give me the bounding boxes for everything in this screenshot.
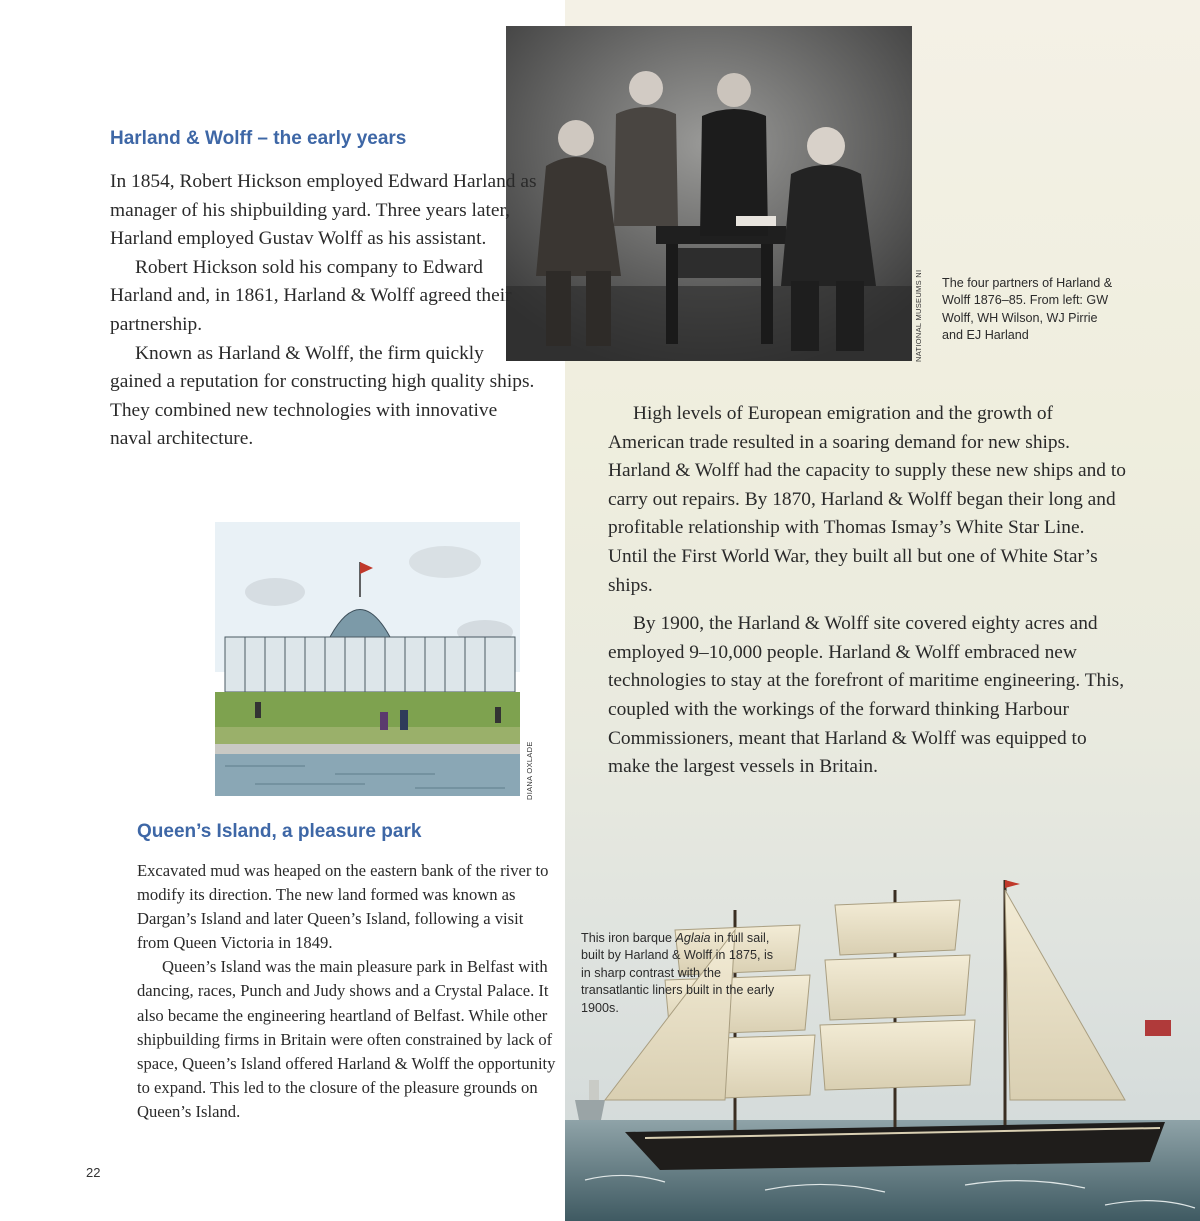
early-years-text (110, 168, 540, 454)
paragraph: Robert Hickson sold his company to Edward Harland and, in 1861, Harland & Wolff agreed their partnership. (110, 256, 512, 335)
paragraph: Excavated mud was heaped on the eastern bank of the river to modify its direction. The new land formed was known as Dargan’s Island and later Queen’s Island, following a visit from Queen Victoria in 1849. (137, 861, 549, 953)
page-number: 22 (86, 1165, 101, 1180)
early-years-heading: Harland & Wolff – the early years (110, 128, 407, 149)
paragraph: Queen’s Island was the main pleasure park in Belfast with dancing, races, Punch and Judy shows and a Crystal Palace. It also became the engineering heartland of Belfast. While other shipbuilding firms in Britain were often constrained by lack of space, Queen’s Island offered Harland & Wolff the opportunity to expand. This led to the closure of the pleasure grounds on Queen’s Island. (137, 957, 556, 1121)
painting-caption (581, 930, 781, 1017)
caption-text-end: in full sail, built by Harland & Wolff in 1875, is in sharp contrast with the transatlantic liners built in the early 1900s. (581, 931, 775, 1015)
queens-island-heading: Queen’s Island, a pleasure park (137, 821, 422, 842)
paragraph: In 1854, Robert Hickson employed Edward Harland as manager of his shipbuilding yard. Three years later, Harland employed Gustav Wolff as his assistant. (110, 171, 537, 250)
queens-island-text (137, 859, 557, 1124)
caption-text-start: This iron barque (581, 931, 676, 945)
paragraph: High levels of European emigration and the growth of American trade resulted in a soaring demand for new ships. Harland & Wolff had the capacity to supply these new ships and to carry out repairs. By 1870, Harland & Wolff began their long and profitable relationship with Thomas Ismay’s White Star Line. Until the First World War, they built all but one of White Star’s ships. (608, 403, 1126, 596)
sketch-credit: DIANA OXLADE (525, 741, 534, 800)
ship-name: Aglaia (675, 931, 711, 945)
photo-credit: NATIONAL MUSEUMS NI (914, 269, 923, 362)
barque-painting (565, 870, 1200, 1221)
partners-photograph (506, 26, 912, 361)
crystal-palace-sketch (215, 522, 520, 800)
paragraph: By 1900, the Harland & Wolff site covered eighty acres and employed 9–10,000 people. Harland & Wolff embraced new technologies to stay at the forefront of maritime engineering. This, coupled with the workings of the forward thinking Harbour Commissioners, meant that Harland & Wolff was equipped to make the largest vessels in Britain. (608, 613, 1125, 778)
growth-text (608, 400, 1128, 782)
photo-caption: The four partners of Harland & Wolff 1876–85. From left: GW Wolff, WH Wilson, WJ Pirrie and EJ Harland (942, 276, 1113, 343)
paragraph: Known as Harland & Wolff, the firm quickly gained a reputation for constructing high quality ships. They combined new technologies with innovative naval architecture. (110, 342, 535, 450)
